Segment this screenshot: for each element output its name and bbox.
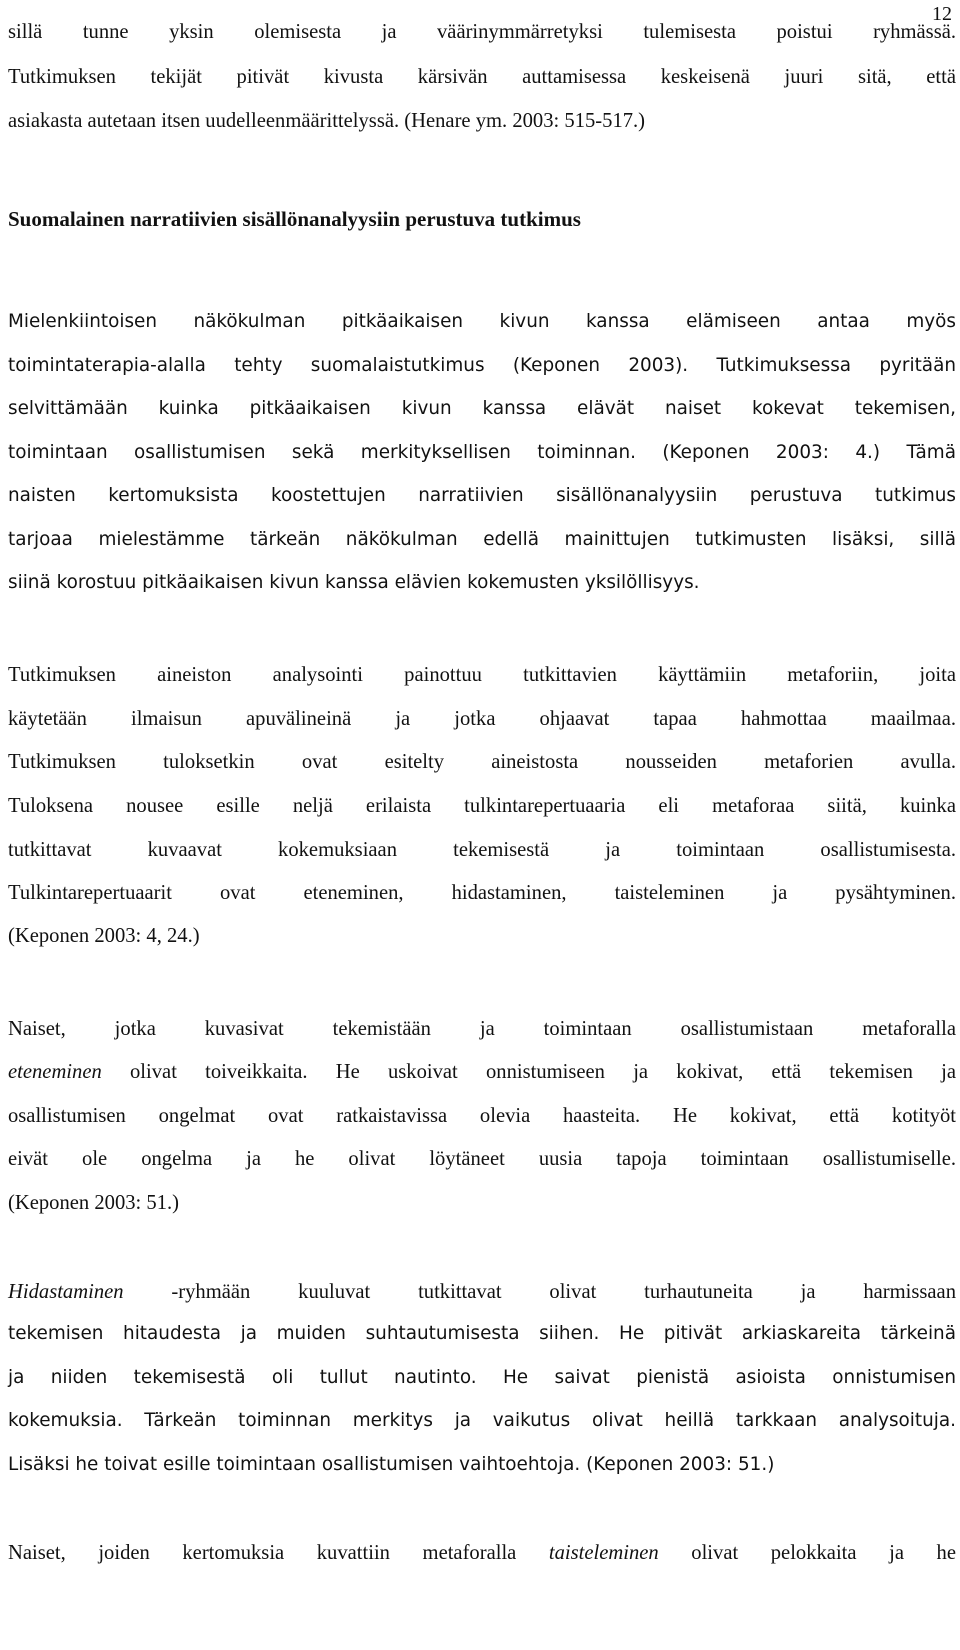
paragraph1-line-2: toimintaterapia-alalla tehty suomalaistutkimus (Keponen 2003). Tutkimuksessa pyritään [8,355,956,376]
paragraph2-line-3: Tutkimuksen tuloksetkin ovat esitelty aineistosta nousseiden metaforien avulla. [8,751,956,773]
intro-line-2: Tutkimuksen tekijät pitivät kivusta kärsivän auttamisessa keskeisenä juuri sitä, että [8,66,956,88]
paragraph3-line-5: (Keponen 2003: 51.) [8,1192,180,1214]
paragraph4-line-3: ja niiden tekemisestä oli tullut nautinto. He saivat pienistä asioista onnistumisen [8,1367,956,1388]
paragraph1-line-7: siinä korostuu pitkäaikaisen kivun kanssa elävien kokemusten yksilöllisyys. [8,572,700,593]
paragraph2-line-2: käytetään ilmaisun apuvälineinä ja jotka ohjaavat tapaa hahmottaa maailmaa. [8,708,956,730]
paragraph2-line-7: (Keponen 2003: 4, 24.) [8,925,200,947]
paragraph2-line-1: Tutkimuksen aineiston analysointi painottuu tutkittavien käyttämiin metaforiin, joita [8,664,956,686]
paragraph1-line-1: Mielenkiintoisen näkökulman pitkäaikaisen kivun kanssa elämiseen antaa myös [8,311,956,332]
section-heading: Suomalainen narratiivien sisällönanalyysiin perustuva tutkimus [8,207,581,231]
page-number: 12 [932,3,952,25]
paragraph3-line-2-text: olivat toiveikkaita. He uskoivat onnistumiseen ja kokivat, että tekemisen ja [101,1061,956,1083]
paragraph4-line-1 [8,1276,956,1308]
paragraph1-line-5: naisten kertomuksista koostettujen narratiivien sisällönanalyysiin perustuva tutkimus [8,485,956,506]
paragraph2-line-4: Tuloksena nousee esille neljä erilaista tulkintarepertuaaria eli metaforaa siitä, kuinka [8,795,956,817]
paragraph4-line-2: tekemisen hitaudesta ja muiden suhtautumisesta siihen. He pitivät arkiaskareita tärkeinä [8,1323,956,1344]
paragraph1-line-3: selvittämään kuinka pitkäaikaisen kivun kanssa elävät naiset kokevat tekemisen, [8,398,956,419]
paragraph3-line-4: eivät ole ongelma ja he olivat löytäneet uusia tapoja toimintaan osallistumiselle. [8,1148,956,1170]
term-hidastaminen: Hidastaminen [8,1281,124,1303]
paragraph2-line-6: Tulkintarepertuaarit ovat eteneminen, hidastaminen, taisteleminen ja pysähtyminen. [8,882,956,904]
paragraph5-line-1 [8,1537,956,1569]
paragraph3-line-3: osallistumisen ongelmat ovat ratkaistavissa olevia haasteita. He kokivat, että kotityöt [8,1105,956,1127]
paragraph5-line-1-end: olivat pelokkaita ja he [658,1542,956,1564]
term-eteneminen: eteneminen [8,1061,102,1083]
paragraph3-line-2 [8,1056,956,1088]
paragraph2-line-5: tutkittavat kuvaavat kokemuksiaan tekemisestä ja toimintaan osallistumisesta. [8,839,956,861]
intro-line-3: asiakasta autetaan itsen uudelleenmäärittelyssä. (Henare ym. 2003: 515-517.) [8,110,646,132]
paragraph5-line-1-start: Naiset, joiden kertomuksia kuvattiin metaforalla [8,1542,549,1564]
paragraph3-line-1: Naiset, jotka kuvasivat tekemistään ja toimintaan osallistumistaan metaforalla [8,1018,956,1040]
paragraph1-line-4: toimintaan osallistumisen sekä merkityksellisen toiminnan. (Keponen 2003: 4.) Tämä [8,442,956,463]
term-taisteleminen: taisteleminen [548,1542,659,1564]
paragraph1-line-6: tarjoaa mielestämme tärkeän näkökulman edellä mainittujen tutkimusten lisäksi, sillä [8,529,956,550]
paragraph4-line-4: kokemuksia. Tärkeän toiminnan merkitys ja vaikutus olivat heillä tarkkaan analysoituja. [8,1410,956,1431]
paragraph4-line-5: Lisäksi he toivat esille toimintaan osallistumisen vaihtoehtoja. (Keponen 2003: 51.) [8,1454,775,1475]
intro-line-1: sillä tunne yksin olemisesta ja väärinymmärretyksi tulemisesta poistui ryhmässä. [8,21,956,43]
paragraph4-line-1-text: -ryhmään kuuluvat tutkittavat olivat turhautuneita ja harmissaan [123,1281,956,1303]
